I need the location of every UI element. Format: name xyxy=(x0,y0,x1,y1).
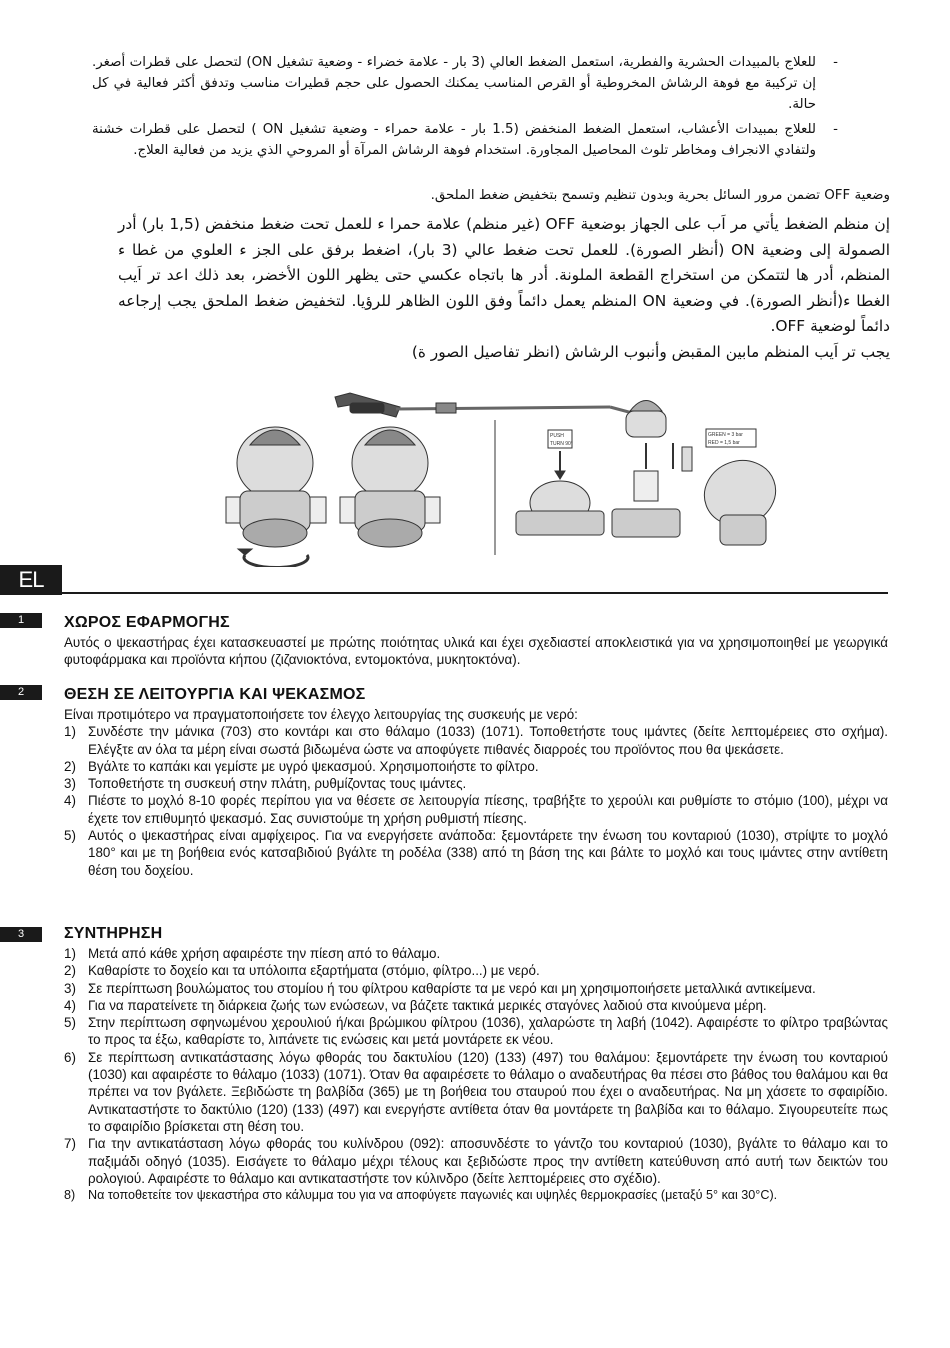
section-title: ΧΩΡΟΣ ΕΦΑΡΜΟΓΗΣ xyxy=(64,614,230,631)
list-item: 3) Σε περίπτωση βουλώματος του στομίου ή του φίλτρου καθαρίστε τα με νερό και μη χρησιμοποιήσετε μεταλλικά αντικείμενα. xyxy=(64,980,816,996)
section-intro: Αυτός ο ψεκαστήρας έχει κατασκευαστεί με πρώτης ποιότητας υλικά και έχει σχεδιαστεί αποκλειστικά για να χρησιμοποιηθεί με γεωργικά φυτοφάρμακα και προϊόντα κήπου (ζιζανιοκτόνα, εντομοκτόνα, μυκητοκτόνα). xyxy=(64,635,888,668)
section-number-badge: 2 xyxy=(0,685,42,700)
arabic-paragraphs xyxy=(118,212,890,365)
section-scope xyxy=(64,613,888,669)
green-label: GREEN = 3 bar xyxy=(708,432,743,438)
regulator-illustration-middle xyxy=(340,427,440,547)
section-title: ΣΥΝΤΗΡΗΣΗ xyxy=(64,925,163,942)
arabic-paragraph: يجب تر اَيب المنظم مابين المقبض وأنبوب الرشاش (انظر تفاصيل الصور ة) xyxy=(411,342,890,361)
spray-lance-illustration xyxy=(335,393,640,417)
list-item: 1) Συνδέστε την μάνικα (703) στο κοντάρι και στο θάλαμο (1033) (1071). Τοποθετήστε τους ιμάντες (δείτε λεπτομέρειες στο σχήμα). Ελέγξτε αν όλα τα μέρη είναι σωστά βιδωμένα ώστε να αποφύγετε πιθανές διαρροές του προϊόντος που θα ψεκάσετε. xyxy=(64,724,888,757)
arabic-off-line: وضعية OFF تضمن مرور السائل بحرية وبدون تنظيم وتسمح بتخفيض ضغط الملحق. xyxy=(430,188,890,203)
list-item: 2) Βγάλτε το καπάκι και γεμίστε με υγρό ψεκασμού. Χρησιμοποιήστε το φίλτρο. xyxy=(64,758,539,774)
push-label: PUSH xyxy=(550,433,564,439)
list-item: 4) Πιέστε το μοχλό 8-10 φορές περίπου για να θέσετε σε λειτουργία πίεσης, τραβήξτε το χερούλι και ρυθμίστε το στόμιο (100), μέχρι να έχετε τον επιθυμητό ψεκασμό. Σας συνιστούμε τη χρήση ρυθμιστή πίεσης. xyxy=(64,793,888,826)
arabic-paragraph: إن منظم الضغط يأتي مر اَب على الجهاز بوضعية OFF (غير منظم) علامة حمرا ء للعمل تحت ضغط منخفض (1,5 بار) أدر الصمولة إلى وضعية ON (أنظر الصورة). للعمل تحت ضغط عالي (3 بار)، اضغط برفق على الجز ء العلوي من غطا ء المنظم، أدر ها لتتمكن من استخراج القطعة الملونة. أدر ها باتجاه عكسي حتى يظهر اللون الأخضر، بعد ذلك اعد تر اَيب الغطا ء(أنظر الصورة). في وضعية ON المنظم يعمل دائماً وفق اللون الظاهر للرؤيا. لتخفيض ضغط الملحق يجب إرجاعه دائماً لوضعية OFF. xyxy=(118,215,890,335)
section-rule xyxy=(62,592,888,594)
section-number-badge: 1 xyxy=(0,613,42,628)
list-item: 4) Για να παρατείνετε τη διάρκεια ζωής των ενώσεων, να βάζετε τακτικά μερικές σταγόνες λαδιού στα κινούμενα μέρη. xyxy=(64,997,767,1013)
section-intro: Είναι προτιμότερο να πραγματοποιήσετε τον έλεγχο λειτουργίας της συσκευής με νερό: xyxy=(64,707,578,722)
arabic-bullets xyxy=(92,52,838,165)
list-item: 7) Για την αντικατάσταση λόγω φθοράς του κυλίνδρου (092): αποσυνδέστε το γάντζο του κονταριού (1030), βγάλτε το θάλαμο και το παξιμάδι οδηγό (1035). Εισάγετε το θάλαμο μέχρι τέλους και ξεβιδώστε προς την αντίθετη κατεύθυνση από αυτή των δεικτών του ρολογιού. Αφαιρέστε το θάλαμο και αντικαταστήστε τον κύλινδρο (δείτε λεπτομέρειες στο σχέδιο). xyxy=(64,1136,888,1186)
section-title: ΘΕΣΗ ΣΕ ΛΕΙΤΟΥΡΓΙΑ ΚΑΙ ΨΕΚΑΣΜΟΣ xyxy=(64,686,366,703)
arabic-bullet: - للعلاج بالمبيدات الحشرية والفطرية، استعمل الضغط العالي (3 بار - علامة خضراء - وضعية تشغيل ON) لتحصل على قطرات أصغر. إن تركيبة مع فوهة الرشاش المخروطية أو القرص المناسب يمكنك الحصول على حجم قطيرات مناسب وتدفق أكثر فعالية في كل حالة. xyxy=(92,52,838,115)
turn-label: TURN 90° xyxy=(550,441,573,447)
list-item: 3) Τοποθετήστε τη συσκευή στην πλάτη, ρυθμίζοντας τους ιμάντες. xyxy=(64,776,467,792)
list-item: 2) Καθαρίστε το δοχείο και τα υπόλοιπα εξαρτήματα (στόμιο, φίλτρο...) με νερό. xyxy=(64,963,540,979)
regulator-figure xyxy=(210,385,790,567)
list-item: 5) Αυτός ο ψεκαστήρας είναι αμφίχειρος. Για να ενεργήσετε ανάποδα: ξεμοντάρετε την ένωση του κονταριού (1030), στρίψτε το μοχλό 180° και με τη βοήθεια ενός κατσαβιδιού βγάλτε τη ροδέλα (338) από τη βάση της και βάλτε το μοχλό και τους ιμάντες στην αντίθετη θέση του δοχείου. xyxy=(64,828,888,878)
arabic-bullet: - للعلاج بمبيدات الأعشاب، استعمل الضغط المنخفض (1.5 بار - علامة حمراء - وضعية تشغيل ON ) لتحصل على قطرات خشنة ولتفادي الانجراف ومخاطر تلوث المحاصيل المجاورة. استخدام فوهة الرشاش المرآة أو المروحي الذي يزيد من فعالية العلاج. xyxy=(92,119,838,161)
regulator-illustration-left xyxy=(226,427,326,567)
red-label: RED = 1,5 bar xyxy=(708,440,740,446)
language-tab: EL xyxy=(0,565,62,595)
list-item: 5) Στην περίπτωση σφηνωμένου χερουλιού ή/και βρώμικου φίλτρου (1036), χαλαρώστε τη λαβή (1042). Αφαιρέστε το φίλτρο τραβώντας το προς τα έξω, καθαρίστε το, λιπάνετε τις ενώσεις και μετά μοντάρετε εκ νέου. xyxy=(64,1015,888,1048)
list-item: 8) Να τοποθετείτε τον ψεκαστήρα στο κάλυμμα του για να αποφύγετε παγωνιές και υψηλές θερμοκρασίες (μεταξύ 5° και 30°C). xyxy=(64,1188,778,1203)
section-number-badge: 3 xyxy=(0,927,42,942)
regulator-illustration-exploded xyxy=(516,401,785,546)
list-item: 6) Σε περίπτωση αντικατάστασης λόγω φθοράς του δακτυλίου (120) (133) (497) του θαλάμου: ξεμοντάρετε την ένωση του κονταριού (1030) και αφαιρέστε το θάλαμο (1033) (1071). Όταν θα αφαιρέσετε το θάλαμο ο αναδευτήρας θα πέσει στο βάθος του θαλάμου και θα πρέπει να τον βγάλετε. Ξεβιδώστε τη βαλβίδα (365) με τη βοήθεια του σταυρού που έχει ο αναδευτήρας. Να μη χάσετε το σφαιρίδιο. Αντικαταστήστε το δακτύλιο (120) (133) (497) και ενεργήστε αντίθετα όταν θα μοντάρετε τη βαλβίδα και το θάλαμο. Σιγουρευτείτε πως το σφαιρίδιο βρίσκεται στη θέση του. xyxy=(64,1049,888,1134)
list-item: 1) Μετά από κάθε χρήση αφαιρέστε την πίεση από το θάλαμο. xyxy=(64,946,441,961)
section-maintenance xyxy=(64,924,888,1204)
section-operation xyxy=(64,685,888,879)
